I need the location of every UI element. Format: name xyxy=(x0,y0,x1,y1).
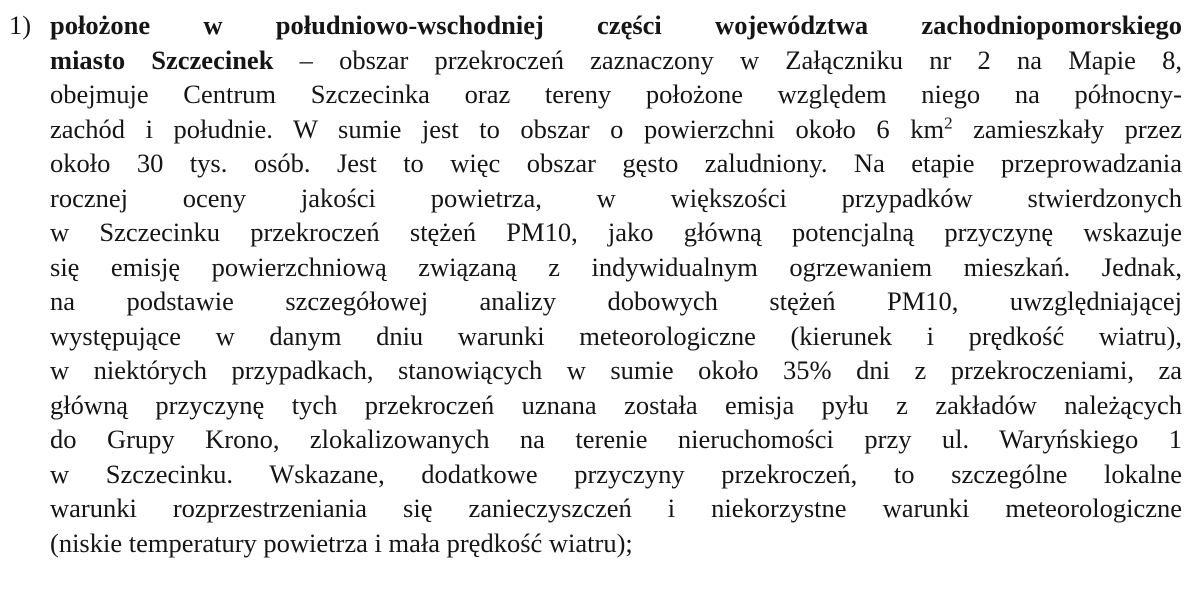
paragraph-line-12 xyxy=(50,388,1182,423)
superscript-exponent: 2 xyxy=(944,113,953,133)
paragraph-line-14 xyxy=(50,457,1182,492)
line-text: w Szczecinku przekroczeń stężeń PM10, jako główną potencjalną przyczynę wskazuje xyxy=(50,217,1182,247)
line-text: obejmuje Centrum Szczecinka oraz tereny położone względem niego na północny- xyxy=(50,79,1182,109)
line-text: się emisję powierzchniową związaną z indywidualnym ogrzewaniem mieszkań. Jednak, xyxy=(50,251,1182,282)
paragraph-line-5 xyxy=(50,146,1182,181)
paragraph-line-4 xyxy=(50,112,1182,147)
paragraph-line-16 xyxy=(50,526,1182,561)
paragraph-line-13 xyxy=(50,422,1182,457)
paragraph-line-9 xyxy=(50,284,1182,319)
line-text: do Grupy Krono, zlokalizowanych na terenie nieruchomości przy ul. Waryńskiego 1 xyxy=(50,424,1182,454)
line-text: główną przyczynę tych przekroczeń uznana została emisja pyłu z zakładów należących xyxy=(50,389,1182,420)
paragraph-line-8 xyxy=(50,250,1182,285)
line-text: zachód i południe. W sumie jest to obszar o powierzchni około 6 km xyxy=(50,113,945,144)
list-item-paragraph xyxy=(50,8,1182,560)
line-text: na podstawie szczegółowej analizy dobowych stężeń PM10, uwzględniającej xyxy=(50,286,1182,316)
line-text: (niskie temperatury powietrza i mała prędkość wiatru); xyxy=(50,527,633,558)
paragraph-line-6 xyxy=(50,181,1182,216)
city-name: miasto Szczecinek xyxy=(50,44,274,75)
line-text: około 30 tys. osób. Jest to więc obszar gęsto zaludniony. Na etapie przeprowadzania xyxy=(50,148,1182,178)
line-text: – obszar przekroczeń zaznaczony w Załączniku nr 2 na Mapie 8, xyxy=(273,44,1182,75)
paragraph-line-15 xyxy=(50,491,1182,526)
paragraph-line-2 xyxy=(50,43,1182,78)
paragraph-line-10 xyxy=(50,319,1182,354)
line-text: warunki rozprzestrzeniania się zanieczyszczeń i niekorzystne warunki meteorologiczne xyxy=(50,493,1182,523)
location-heading: położone w południowo-wschodniej części województwa zachodniopomorskiego xyxy=(50,10,1182,40)
paragraph-line-11 xyxy=(50,353,1182,388)
line-text: występujące w danym dniu warunki meteorologiczne (kierunek i prędkość wiatru), xyxy=(50,320,1182,351)
paragraph-line-3 xyxy=(50,77,1182,112)
list-item-number: 1) xyxy=(9,10,32,40)
line-text: w Szczecinku. Wskazane, dodatkowe przyczyny przekroczeń, to szczególne lokalne xyxy=(50,458,1182,489)
line-text: rocznej oceny jakości powietrza, w większości przypadków stwierdzonych xyxy=(50,182,1182,213)
line-text-after: zamieszkały przez xyxy=(952,113,1182,144)
paragraph-line-1 xyxy=(50,8,1182,43)
paragraph-line-7 xyxy=(50,215,1182,250)
line-text: w niektórych przypadkach, stanowiących w sumie około 35% dni z przekroczeniami, za xyxy=(50,355,1182,385)
